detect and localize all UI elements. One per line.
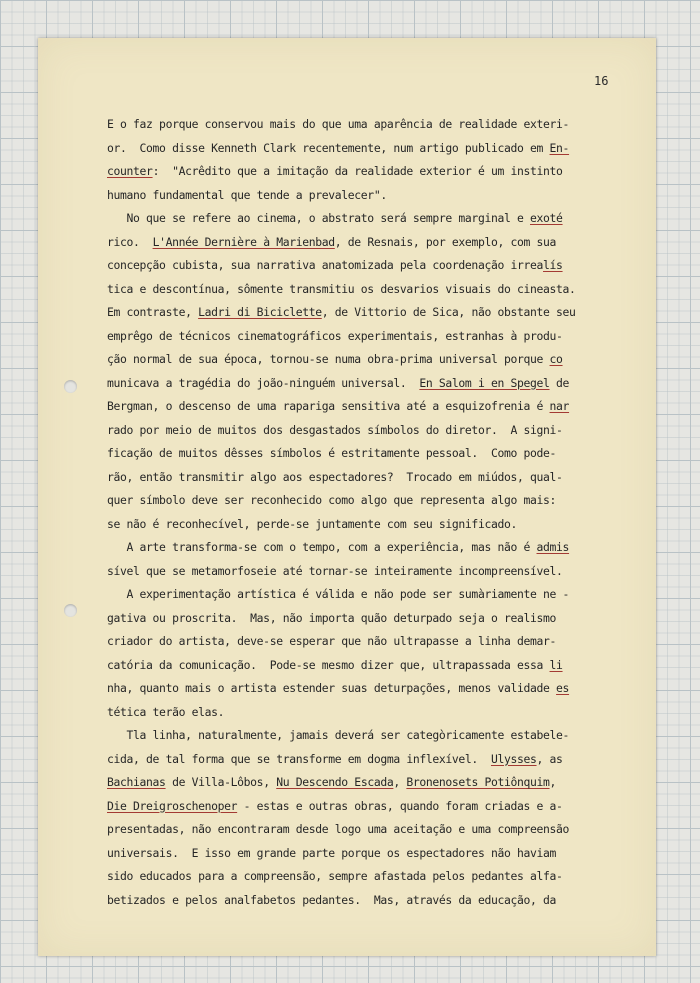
page-number: 16 <box>594 74 609 88</box>
text-line <box>107 348 635 372</box>
text-segment: cida, de tal forma que se transforme em dogma inflexível. <box>107 751 491 766</box>
text-line <box>107 771 635 795</box>
text-segment: rico. <box>107 234 153 249</box>
text-line <box>107 372 635 396</box>
text-line <box>107 536 635 560</box>
text-segment: nha, quanto mais o artista estender suas deturpações, menos validade <box>107 681 557 695</box>
text-segment: sível que se metamorfoseie até tornar-se inteiramente incompreensível. <box>107 563 563 578</box>
underlined-title: Ladri di Biciclette <box>198 305 322 319</box>
text-line <box>107 842 635 866</box>
text-line <box>107 278 635 302</box>
text-segment: , as <box>536 751 563 766</box>
underlined-title: nar <box>549 399 570 413</box>
text-segment: quer símbolo deve ser reconhecido como algo que representa algo mais: <box>107 493 557 507</box>
text-segment: municava a tragédia do joão-ninguém universal. <box>107 375 420 390</box>
text-segment: , de Resnais, por exemplo, com sua <box>334 234 557 249</box>
text-segment: ficação de muitos dêsses símbolos é estritamente pessoal. Como pode- <box>107 446 557 460</box>
typewritten-page <box>38 38 656 956</box>
text-segment: sido educados para a compreensão, sempre afastada pelos pedantes alfa- <box>107 869 563 883</box>
text-segment: rado por meio de muitos dos desgastados símbolos do diretor. A signi- <box>107 422 563 437</box>
text-segment: No que se refere ao cinema, o abstrato será sempre marginal e <box>107 211 531 225</box>
text-line <box>107 301 635 325</box>
text-segment: emprêgo de técnicos cinematográficos experimentais, estranhas à produ- <box>107 328 563 343</box>
underlined-title: Ulysses <box>490 751 537 766</box>
text-segment: tética terão elas. <box>107 704 225 719</box>
text-line <box>107 184 635 208</box>
typewritten-text-body <box>107 113 635 912</box>
text-segment: gativa ou proscrita. Mas, não importa quão deturpado seja o realismo <box>107 610 557 625</box>
text-line <box>107 630 635 654</box>
underlined-title: En Salom i en Spegel <box>419 375 550 390</box>
text-segment: Tla linha, naturalmente, jamais deverá ser categòricamente estabele- <box>107 728 570 742</box>
text-segment: presentadas, não encontraram desde logo uma aceitação e uma compreensão <box>107 822 570 836</box>
text-line <box>107 254 635 278</box>
text-line <box>107 160 635 184</box>
text-segment: rão, então transmitir algo aos espectadores? Trocado em miúdos, qual- <box>107 469 563 484</box>
text-line <box>107 818 635 842</box>
text-line <box>107 466 635 490</box>
underlined-title: li <box>549 657 563 672</box>
underlined-title: Die Dreigroschenoper <box>107 798 238 813</box>
text-segment: tica e descontínua, sômente transmitiu os desvarios visuais do cineasta. <box>107 281 576 296</box>
text-segment: : "Acrêdito que a imitação da realidade exterior é um instinto <box>152 164 563 178</box>
punch-hole-upper <box>64 380 77 393</box>
text-line <box>107 701 635 725</box>
text-segment: criador do artista, deve-se esperar que não ultrapasse a linha demar- <box>107 634 557 648</box>
text-line <box>107 419 635 443</box>
text-segment: ção normal de sua época, tornou-se numa obra-prima universal porque <box>107 352 550 366</box>
text-line <box>107 607 635 631</box>
text-segment: A arte transforma-se com o tempo, com a experiência, mas não é <box>107 540 537 554</box>
text-line <box>107 748 635 772</box>
text-line <box>107 795 635 819</box>
text-line <box>107 442 635 466</box>
text-segment: , <box>393 775 407 789</box>
text-segment: universais. E isso em grande parte porque os espectadores não haviam <box>107 845 557 860</box>
text-segment: Bergman, o descenso de uma rapariga sensitiva até a esquizofrenia é <box>107 399 550 413</box>
text-segment: concepção cubista, sua narrativa anatomizada pela coordenação irrea <box>107 258 544 272</box>
text-line <box>107 395 635 419</box>
text-line <box>107 724 635 748</box>
text-line <box>107 325 635 349</box>
text-line <box>107 489 635 513</box>
text-line <box>107 865 635 889</box>
underlined-title: Nu Descendo Escada <box>276 775 394 789</box>
text-segment: de Villa-Lôbos, <box>165 775 277 789</box>
text-segment: - estas e outras obras, quando foram criadas e a- <box>237 798 563 813</box>
text-segment: se não é reconhecível, perde-se juntamente com seu significado. <box>107 516 517 531</box>
text-line <box>107 137 635 161</box>
underlined-title: Bronenosets Potiônquim <box>406 775 550 789</box>
text-segment: or. Como disse Kenneth Clark recentemente, num artigo publicado em <box>107 140 550 155</box>
text-line <box>107 677 635 701</box>
underlined-title: admis <box>536 540 570 554</box>
underlined-title: counter <box>107 164 153 178</box>
underlined-title: co <box>549 352 563 366</box>
text-line <box>107 583 635 607</box>
underlined-title: lís <box>543 258 563 272</box>
text-line <box>107 560 635 584</box>
underlined-title: Bachianas <box>107 775 166 789</box>
underlined-title: exoté <box>530 211 563 225</box>
text-segment: catória da comunicação. Pode-se mesmo dizer que, ultrapassada essa <box>107 657 550 672</box>
underlined-title: L'Année Dernière à Marienbad <box>152 234 335 249</box>
underlined-title: es <box>556 681 570 695</box>
text-segment: , <box>549 775 557 789</box>
text-segment: , de Vittorio de Sica, não obstante seu <box>321 305 576 319</box>
text-segment: A experimentação artística é válida e não pode ser sumàriamente ne - <box>107 587 570 601</box>
underlined-title: En- <box>549 140 570 155</box>
punch-hole-lower <box>64 604 77 617</box>
text-line <box>107 231 635 255</box>
text-segment: humano fundamental que tende a prevalecer". <box>107 187 387 202</box>
text-line <box>107 513 635 537</box>
text-segment: Em contraste, <box>107 305 199 319</box>
text-line <box>107 654 635 678</box>
text-segment: E o faz porque conservou mais do que uma aparência de realidade exteri- <box>107 117 570 131</box>
text-line <box>107 889 635 913</box>
text-line <box>107 113 635 137</box>
text-segment: de <box>549 375 570 390</box>
text-segment: betizados e pelos analfabetos pedantes. Mas, através da educação, da <box>107 892 557 907</box>
text-line <box>107 207 635 231</box>
